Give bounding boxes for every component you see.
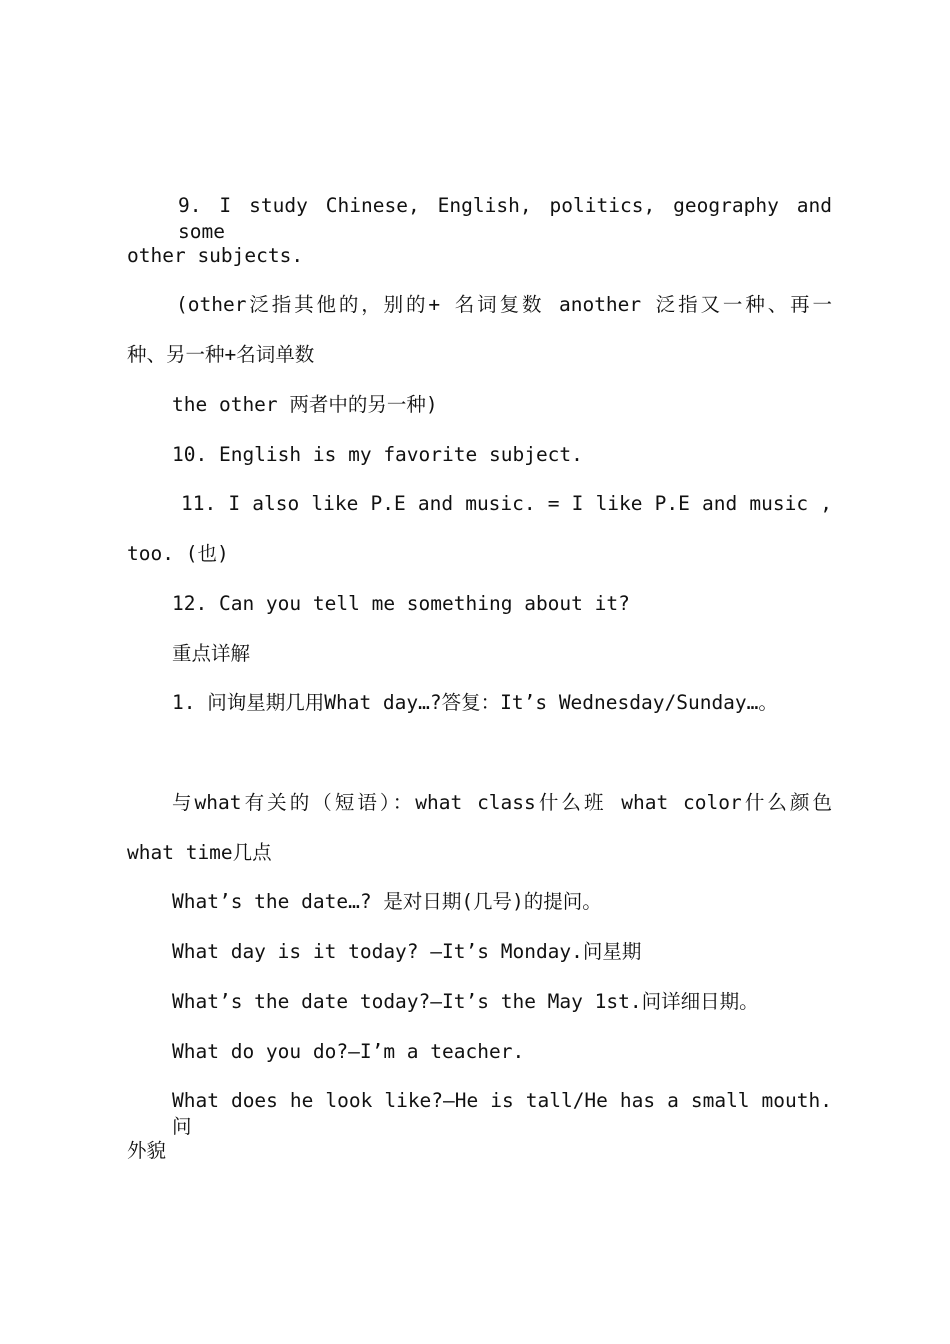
what-phrases-line-1: 与what有关的（短语）：what class什么班 what color什么颜色 <box>172 791 832 814</box>
explain-1: 1. 问询星期几用What day…?答复：It’s Wednesday/Sunday…。 <box>172 691 778 714</box>
example-date: What’s the date today?—It’s the May 1st.问详细日期。 <box>172 990 759 1013</box>
note-other-line-3: the other 两者中的另一种) <box>172 393 438 416</box>
what-phrases-line-2: what time几点 <box>127 841 272 864</box>
item-11-line-1: 11. I also like P.E and music. = I like P.E and music , <box>181 492 832 515</box>
item-10: 10. English is my favorite subject. <box>172 443 583 466</box>
item-12: 12. Can you tell me something about it? <box>172 592 630 615</box>
note-other-line-2: 种、另一种+名词单数 <box>127 343 315 366</box>
example-day: What day is it today? —It’s Monday.问星期 <box>172 940 642 963</box>
item-11-line-2: too. (也) <box>127 542 229 565</box>
note-other-line-1: (other泛指其他的，别的+ 名词复数 another 泛指又一种、再一 <box>176 293 832 316</box>
item-9-line-2: other subjects. <box>127 244 304 267</box>
example-look-line-1: What does he look like?—He is tall/He has a small mouth.问 <box>172 1089 832 1138</box>
section-heading: 重点详解 <box>172 642 251 665</box>
example-look-line-2: 外貌 <box>127 1139 167 1162</box>
item-9-line-1: 9. I study Chinese, English, politics, geography and some <box>178 194 832 243</box>
example-date-question: What’s the date…? 是对日期(几号)的提问。 <box>172 890 602 913</box>
example-job: What do you do?—I’m a teacher. <box>172 1040 525 1063</box>
